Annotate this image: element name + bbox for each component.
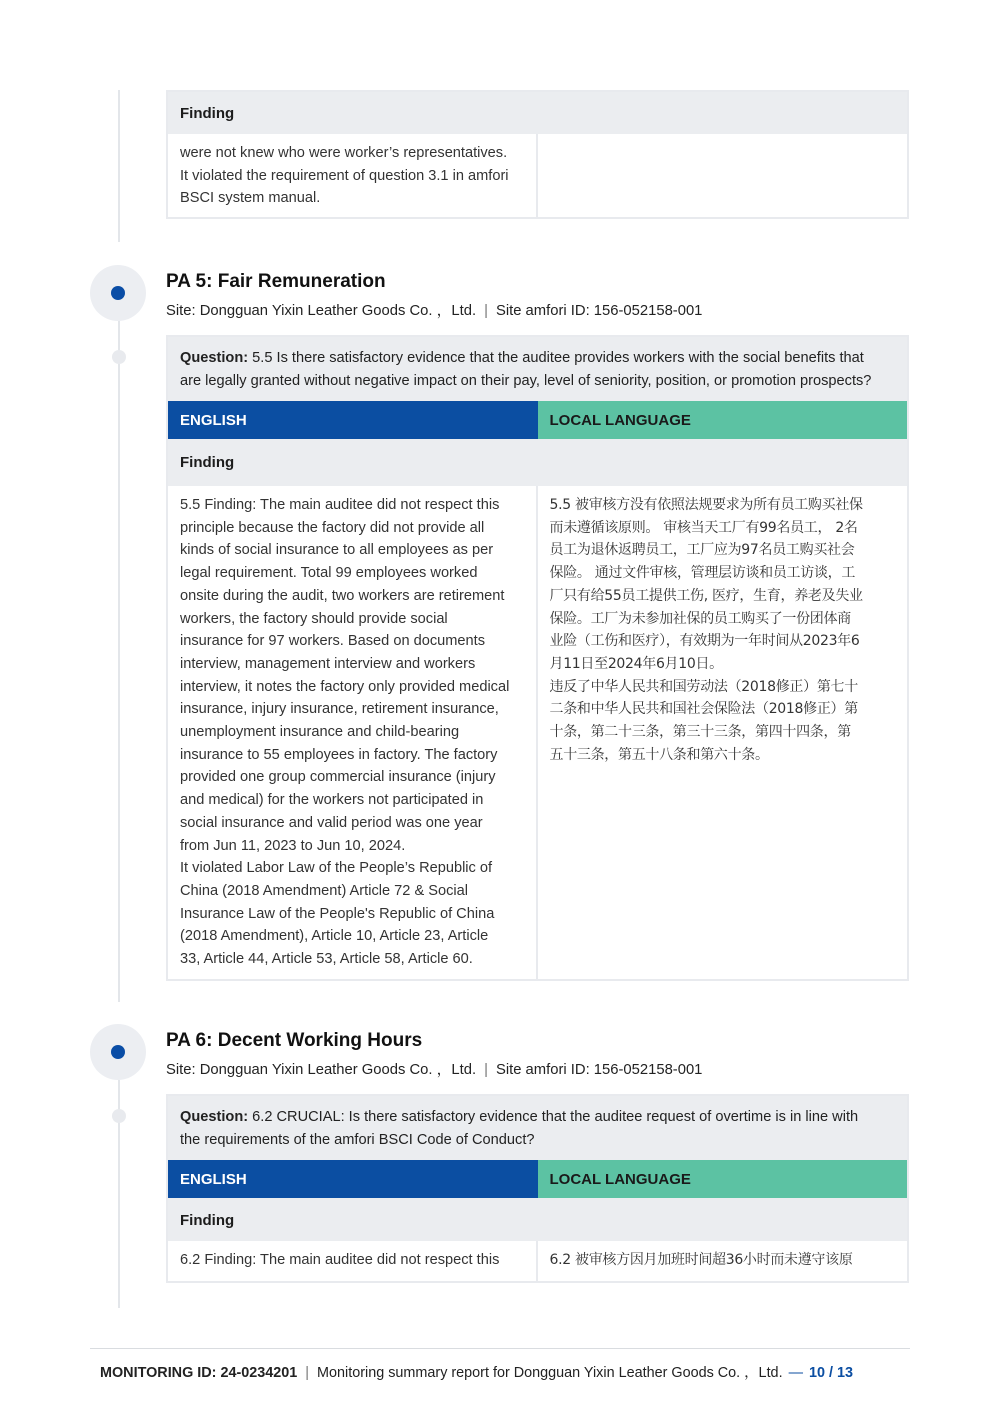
text-line: 5.5 Finding: The main auditee did not respect this [180, 497, 500, 513]
text-line: unemployment insurance and child-bearing [180, 724, 460, 741]
finding-row [168, 134, 907, 217]
question-line: Question: 6.2 CRUCIAL: Is there satisfactory evidence that the auditee request of overtime is in line with [180, 1109, 859, 1125]
report-summary: Monitoring summary report for Dongguan Yixin Leather Goods Co. ，Ltd. [317, 1365, 783, 1381]
divider: | [484, 1062, 488, 1078]
text-line: It violated Labor Law of the People’s Republic of [180, 860, 493, 877]
text-line: 5.5 被审核方没有依照法规要求为所有员工购买社保 [549, 497, 863, 513]
text-line: interview, management interview and workers [180, 655, 476, 672]
finding-label: Finding [168, 1198, 907, 1241]
question [168, 1096, 907, 1160]
site-id: Site amfori ID: 156-052158-001 [495, 1062, 703, 1078]
question-line: are legally granted without negative impact on their pay, level of seniority, position, or promotion prospects? [180, 373, 872, 389]
text-line: 保险。工厂为未参加社保的员工购买了一份团体商 [549, 610, 851, 627]
text-line: onsite during the audit, two workers are retirement [180, 587, 505, 604]
text-line: from Jun 11, 2023 to Jun 10, 2024. [180, 837, 406, 854]
text-line: 而未遵循该原则。 审核当天工厂有99名员工， 2名 [549, 519, 858, 536]
question-label: Question: [180, 1109, 249, 1125]
text-line: 厂只有给55员工提供工伤, 医疗，生育，养老及失业 [549, 587, 863, 604]
finding-label: Finding [168, 439, 907, 486]
text-line: 33, Article 44, Article 53, Article 58, Article 60. [180, 951, 473, 968]
text-line: 6.2 被审核方因月加班时间超36小时而未遵守该原 [549, 1252, 853, 1268]
text-line: 五十三条，第五十八条和第六十条。 [549, 746, 769, 763]
question-card-pa6 [166, 1094, 909, 1283]
finding-row [168, 486, 907, 979]
text-line: 6.2 Finding: The main auditee did not respect this [180, 1252, 500, 1268]
text-line: 二条和中华人民共和国社会保险法（2018修正）第 [549, 701, 858, 718]
english-header: ENGLISH [168, 401, 538, 439]
language-header [168, 1160, 907, 1198]
text-line: 十条，第二十三条，第三十三条，第四十四条，第 [549, 724, 851, 741]
text-line: Insurance Law of the People's Republic of China [180, 905, 495, 922]
page-footer [100, 1361, 910, 1382]
text-line: 违反了中华人民共和国劳动法（2018修正）第七十 [549, 678, 858, 695]
question-line: Question: 5.5 Is there satisfactory evidence that the auditee provides workers with the social benefits that [180, 350, 864, 366]
question-line: the requirements of the amfori BSCI Code of Conduct? [180, 1132, 535, 1148]
text-line: BSCI system manual. [180, 190, 321, 207]
text-line: 保险。 通过文件审核，管理层访谈和员工访谈，工 [549, 565, 856, 582]
timeline-node-pa5 [90, 265, 146, 321]
local-language-header: LOCAL LANGUAGE [538, 1160, 908, 1198]
site-name: Site: Dongguan Yixin Leather Goods Co. ，Ltd. [166, 303, 477, 319]
text-line: 业险（工伤和医疗），有效期为一年时间从2023年6 [549, 633, 860, 650]
text-line: workers, the factory should provide social [180, 610, 448, 627]
question [168, 337, 907, 401]
text-line: 月11日至2024年6月10日。 [549, 655, 723, 672]
text-line: China (2018 Amendment) Article 72 & Social [180, 882, 468, 899]
language-header [168, 401, 907, 439]
finding-english [168, 134, 538, 217]
text-line: kinds of social insurance to all employees as per [180, 542, 494, 559]
text-line: and medical) for the workers not participated in [180, 792, 484, 809]
text-line: principle because the factory did not provide all [180, 519, 485, 536]
finding-card-continued [166, 90, 909, 219]
site-info [166, 299, 702, 320]
page-number: 10 / 13 [808, 1365, 853, 1381]
text-line: It violated the requirement of question 3.1 in amfori [180, 167, 509, 184]
finding-label: Finding [168, 92, 907, 134]
finding-local [538, 486, 908, 979]
timeline-subnode [112, 1109, 126, 1123]
timeline-line [118, 320, 120, 1002]
question-label: Question: [180, 350, 249, 366]
text-line: interview, it notes the factory only provided medical [180, 678, 510, 695]
english-header: ENGLISH [168, 1160, 538, 1198]
site-info [166, 1058, 702, 1079]
finding-english [168, 1241, 538, 1281]
section-title: PA 5: Fair Remuneration [166, 271, 386, 292]
timeline-line [118, 90, 120, 242]
timeline-subnode [112, 350, 126, 364]
text-line: (2018 Amendment), Article 10, Article 23, Article [180, 928, 489, 945]
footer-dash: — [788, 1365, 803, 1381]
site-id: Site amfori ID: 156-052158-001 [495, 303, 703, 319]
text-line: insurance to 55 employees in factory. The factory [180, 746, 498, 763]
text-line: insurance, injury insurance, retirement insurance, [180, 701, 499, 718]
text-line: provided one group commercial insurance (injury [180, 769, 496, 786]
text-line: insurance for 97 workers. Based on documents [180, 633, 486, 650]
finding-local [538, 134, 908, 217]
finding-english [168, 486, 538, 979]
site-name: Site: Dongguan Yixin Leather Goods Co. ，Ltd. [166, 1062, 477, 1078]
divider: | [305, 1365, 310, 1381]
finding-local [538, 1241, 908, 1281]
local-language-header: LOCAL LANGUAGE [538, 401, 908, 439]
text-line: 员工为退休返聘员工，工厂应为97名员工购买社会 [549, 542, 855, 559]
monitoring-id: MONITORING ID: 24-0234201 [100, 1365, 298, 1381]
text-line: social insurance and valid period was one year [180, 814, 483, 831]
text-line: were not knew who were worker’s representatives. [180, 145, 508, 161]
timeline-node-pa6 [90, 1024, 146, 1080]
divider: | [484, 303, 488, 319]
text-line: legal requirement. Total 99 employees worked [180, 565, 478, 582]
finding-row [168, 1241, 907, 1281]
question-card-pa5 [166, 335, 909, 981]
section-title: PA 6: Decent Working Hours [166, 1030, 423, 1051]
footer-divider [90, 1348, 910, 1349]
